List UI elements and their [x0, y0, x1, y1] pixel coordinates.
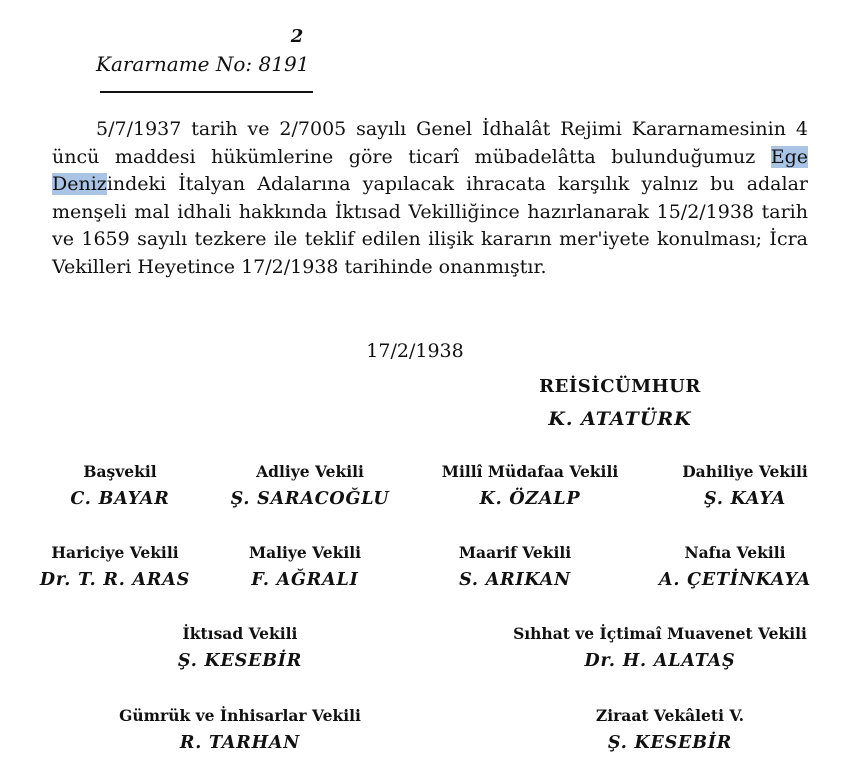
page-number: 2: [290, 26, 304, 47]
decree-body: [52, 116, 808, 281]
signatory-title: Gümrük ve İnhisarlar Vekili: [119, 706, 361, 725]
signatory-title: Adliye Vekili: [256, 462, 364, 481]
body-text-post: indeki İtalyan Adalarına yapılacak ihracata karşılık yalnız bu adalar menşeli mal idhali hakkında İktısad Vekilliğince hazırlanarak 15/2/1938 tarih ve 1659 sayılı tezkere ile teklif edilen ilişik kararın mer'iyete konulması; İcra Vekilleri Heyetince 17/2/1938 tarihinde onanmıştır.: [52, 173, 808, 278]
divider: [100, 91, 313, 93]
president-name: K. ATATÜRK: [548, 408, 692, 430]
signatory-title: Hariciye Vekili: [51, 543, 179, 562]
signatory-name: Ş. SARACOĞLU: [230, 489, 390, 509]
signature-iktisad: [140, 624, 340, 671]
signatory-name: K. ÖZALP: [479, 489, 581, 509]
signatory-title: Sıhhat ve İçtimaî Muavenet Vekili: [513, 624, 807, 643]
signatory-name: F. AĞRALI: [251, 570, 359, 590]
signatory-name: Dr. T. R. ARAS: [39, 570, 191, 590]
signatory-name: R. TARHAN: [179, 733, 301, 753]
signatory-name: A. ÇETİNKAYA: [659, 570, 811, 590]
signature-maarif: [415, 543, 615, 590]
decree-date: 17/2/1938: [366, 340, 464, 362]
signatory-title: Maliye Vekili: [248, 543, 362, 562]
signatory-title: Nafıa Vekili: [684, 543, 786, 562]
signatory-name: Ş. KAYA: [704, 489, 786, 509]
signature-adliye: [210, 462, 410, 509]
signatory-title: Maarif Vekili: [458, 543, 572, 562]
signatory-title: Başvekil: [83, 462, 157, 481]
signatory-title: Dahiliye Vekili: [682, 462, 808, 481]
decree-number: Kararname No: 8191: [96, 52, 310, 76]
signature-milli-mudafaa: [415, 462, 645, 509]
signatory-title: Millî Müdafaa Vekili: [441, 462, 619, 481]
signature-ziraat: [560, 706, 780, 753]
signature-basvekil: [20, 462, 220, 509]
selected-text[interactable]: Ege Deniz: [52, 145, 808, 195]
signatory-title: Ziraat Vekâleti V.: [595, 706, 745, 725]
signatory-name: S. ARIKAN: [459, 570, 571, 590]
signature-maliye: [205, 543, 405, 590]
signatory-name: Ş. KESEBİR: [177, 651, 303, 671]
signatory-name: C. BAYAR: [70, 489, 170, 509]
signature-hariciye: [15, 543, 215, 590]
signature-sihhat: [495, 624, 825, 671]
president-title: REİSİCÜMHUR: [539, 376, 701, 397]
signature-gumruk: [90, 706, 390, 753]
signatory-title: İktısad Vekili: [182, 624, 298, 643]
body-text-pre: 5/7/1937 tarih ve 2/7005 sayılı Genel İdhalât Rejimi Kararnamesinin 4 üncü maddesi hükümlerine göre ticarî mübadelâtta bulunduğumuz: [52, 118, 808, 168]
decree-paragraph: [52, 116, 808, 281]
signatory-name: Dr. H. ALATAŞ: [584, 651, 736, 671]
signatory-name: Ş. KESEBİR: [607, 733, 733, 753]
signature-nafia: [635, 543, 835, 590]
signature-dahiliye: [650, 462, 840, 509]
